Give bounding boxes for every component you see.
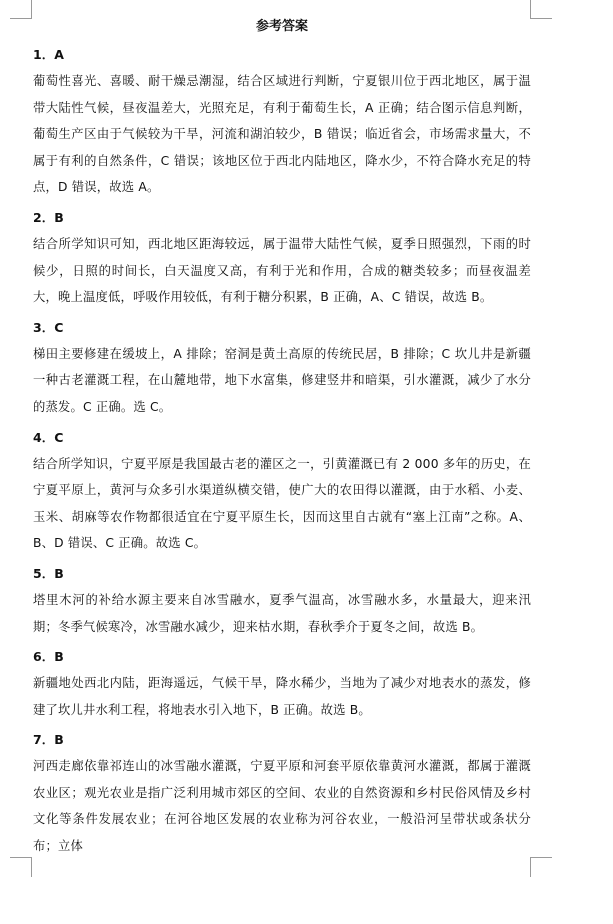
crop-mark-bottom-right (530, 857, 552, 858)
answer-item (33, 205, 531, 311)
answer-number: 5．B (33, 565, 64, 581)
document-body (33, 14, 531, 864)
answer-number: 3．C (33, 319, 64, 335)
answer-item (33, 425, 531, 557)
crop-mark-top-left (31, 0, 32, 18)
answer-explanation: 河西走廊依靠祁连山的冰雪融水灌溉，宁夏平原和河套平原依靠黄河水灌溉，都属于灌溉农业区；观光农业是指广泛利用城市郊区的空间、农业的自然资源和乡村民俗风情及乡村文化等条件发展农业；在河谷地区发展的农业称为河谷农业，一般沿河呈带状或条状分布；立体 (33, 759, 531, 854)
answer-item (33, 315, 531, 421)
crop-mark-top-right (530, 18, 552, 19)
answer-number: 7．B (33, 732, 64, 748)
crop-mark-bottom-left (31, 857, 32, 877)
answer-item (33, 644, 531, 723)
answer-number: 2．B (33, 209, 64, 225)
answer-explanation: 结合所学知识可知，西北地区距海较远，属于温带大陆性气候，夏季日照强烈，下雨的时候少，日照的时间长，白天温度又高，有利于光和作用，合成的糖类较多；而昼夜温差大，晚上温度低，呼吸作用较低，有利于糖分积累，B 正确，A、C 错误，故选 B。 (33, 236, 531, 305)
answer-item (33, 42, 531, 201)
answer-item (33, 561, 531, 640)
answer-explanation: 新疆地处西北内陆，距海遥远，气候干旱，降水稀少，当地为了减少对地表水的蒸发，修建了坎儿井水利工程，将地表水引入地下，B 正确。故选 B。 (33, 676, 531, 717)
answer-number: 4．C (33, 429, 64, 445)
answer-number: 6．B (33, 649, 64, 665)
answer-item (33, 727, 531, 859)
answer-number: 1．A (33, 47, 64, 62)
answer-explanation: 梯田主要修建在缓坡上，A 排除；窑洞是黄土高原的传统民居，B 排除；C 坎儿井是新疆一种古老灌溉工程，在山麓地带，地下水富集，修建竖井和暗渠，引水灌溉，减少了水分的蒸发。C 正确。选 C。 (33, 346, 531, 414)
page-title: 参考答案 (255, 19, 308, 34)
crop-mark-bottom-left (10, 857, 32, 858)
crop-mark-top-left (10, 18, 32, 19)
answer-explanation: 结合所学知识，宁夏平原是我国最古老的灌区之一，引黄灌溉已有 2 000 多年的历史，在宁夏平原上，黄河与众多引水渠道纵横交错，使广大的农田得以灌溉，由于水稻、小麦、玉米、胡麻等农作物都很适宜在宁夏平原生长，因而这里自古就有“塞上江南”之称。A、B、D 错误、C 正确。故选 C。 (33, 456, 531, 551)
answer-explanation: 葡萄性喜光、喜暖、耐干燥忌潮湿，结合区域进行判断，宁夏银川位于西北地区，属于温带大陆性气候，昼夜温差大，光照充足，有利于葡萄生长，A 正确；结合图示信息判断，葡萄生产区由于气候较为干旱，河流和湖泊较少，B 错误；临近省会，市场需求量大，不属于有利的自然条件，C 错误；该地区位于西北内陆地区，降水少，不符合降水充足的特点，D 错误，故选 A。 (33, 74, 531, 195)
answer-explanation: 塔里木河的补给水源主要来自冰雪融水，夏季气温高，冰雪融水多，水量最大，迎来汛期；冬季气候寒冷，冰雪融水减少，迎来枯水期，春秋季介于夏冬之间，故选 B。 (33, 592, 531, 634)
